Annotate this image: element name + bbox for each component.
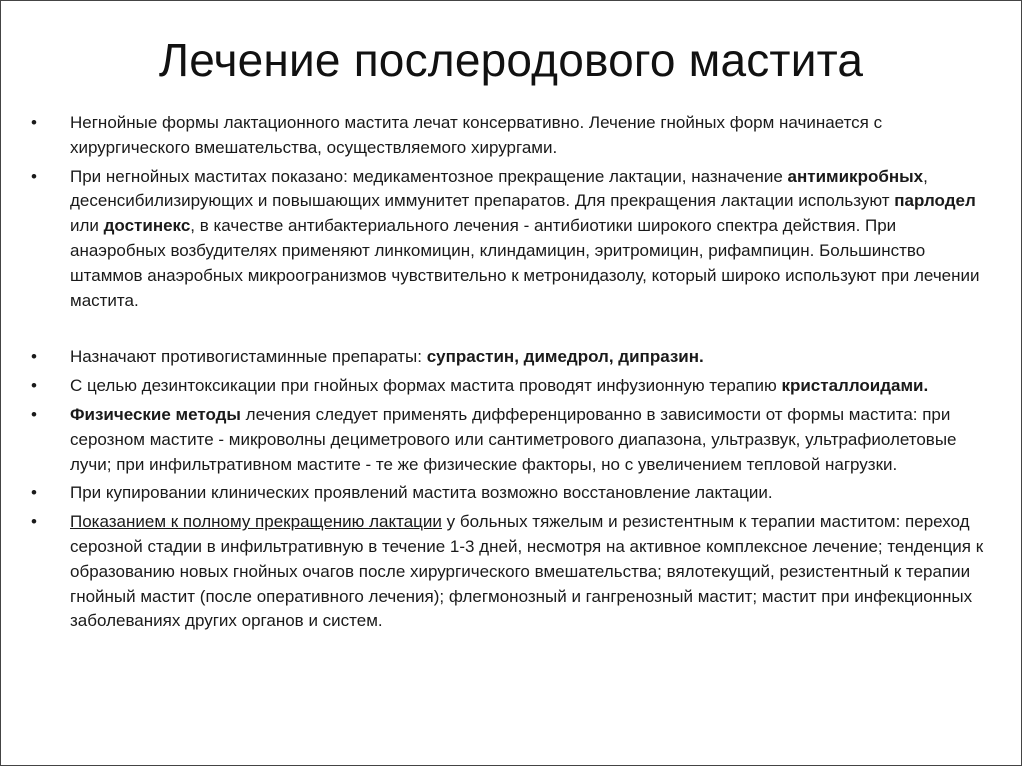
bullet-dot: • xyxy=(31,404,37,424)
underlined-term: Показанием к полному прекращению лактации xyxy=(70,512,442,532)
bullet-text: Негнойные формы лактационного мастита лечат консервативно. Лечение гнойных форм начинается с хирургического вмешательства, осуществляемого хирургами. xyxy=(70,113,883,157)
bullet-item xyxy=(31,345,996,370)
bold-term: Физические методы xyxy=(70,404,241,424)
bullet-item xyxy=(31,111,996,161)
bullet-item xyxy=(31,165,996,314)
bullet-dot: • xyxy=(31,512,37,532)
bullet-text: Назначают противогистаминные препараты: супрастин, димедрол, дипразин. xyxy=(70,347,704,367)
bold-term: достинекс xyxy=(103,216,191,236)
bullet-dot: • xyxy=(31,376,37,396)
bold-term: кристаллоидами. xyxy=(781,376,929,396)
bullet-list xyxy=(31,111,996,638)
bullet-dot: • xyxy=(31,483,37,503)
bullet-text: Показанием к полному прекращению лактации у больных тяжелым и резистентным к терапии маститом: переход серозной стадии в инфильтративную в течение 1-3 дней, несмотря на активное комплексное лечение; тенденция к образованию новых гнойных очагов после хирургического вмешательства; вялотекущий, резистентный к терапии гнойный мастит (после оперативного лечения); флегмонозный и гангренозный мастит; мастит при инфекционных заболеваниях других органов и систем. xyxy=(70,512,984,631)
bullet-text: Физические методы лечения следует применять дифференцированно в зависимости от формы мастита: при серозном мастите - микроволны дециметрового или сантиметрового диапазона, ультразвук, ультрафиолетовые лучи; при инфильтративном мастите - те же физические факторы, но с увеличением тепловой нагрузки. xyxy=(70,404,957,474)
bullet-item xyxy=(31,374,996,399)
slide-title: Лечение послеродового мастита xyxy=(158,34,864,86)
bullet-item xyxy=(31,403,996,477)
bullet-text: При негнойных маститах показано: медикаментозное прекращение лактации, назначение антимикробных, десенсибилизирующих и повышающих иммунитет препаратов. Для прекращения лактации используют парлодел или достинекс, в качестве антибактериального лечения - антибиотики широкого спектра действия. При анаэробных возбудителях применяют линкомицин, клиндамицин, эритромицин, рифампицин. Большинство штаммов анаэробных микроогранизмов чувствительно к метронидазолу, который широко используют при лечении мастита. xyxy=(70,166,980,310)
bullet-text: С целью дезинтоксикации при гнойных формах мастита проводят инфузионную терапию кристаллоидами. xyxy=(70,376,929,396)
bold-term: парлодел xyxy=(894,191,976,211)
bullet-text: При купировании клинических проявлений мастита возможно восстановление лактации. xyxy=(70,483,773,503)
bullet-dot: • xyxy=(31,166,37,186)
bullet-dot: • xyxy=(31,113,37,132)
bullet-item xyxy=(31,481,996,506)
bullet-dot: • xyxy=(31,347,37,367)
bullet-item xyxy=(31,510,996,634)
bold-term: супрастин, димедрол, дипразин. xyxy=(426,347,704,367)
bold-term: антимикробных xyxy=(787,166,924,186)
